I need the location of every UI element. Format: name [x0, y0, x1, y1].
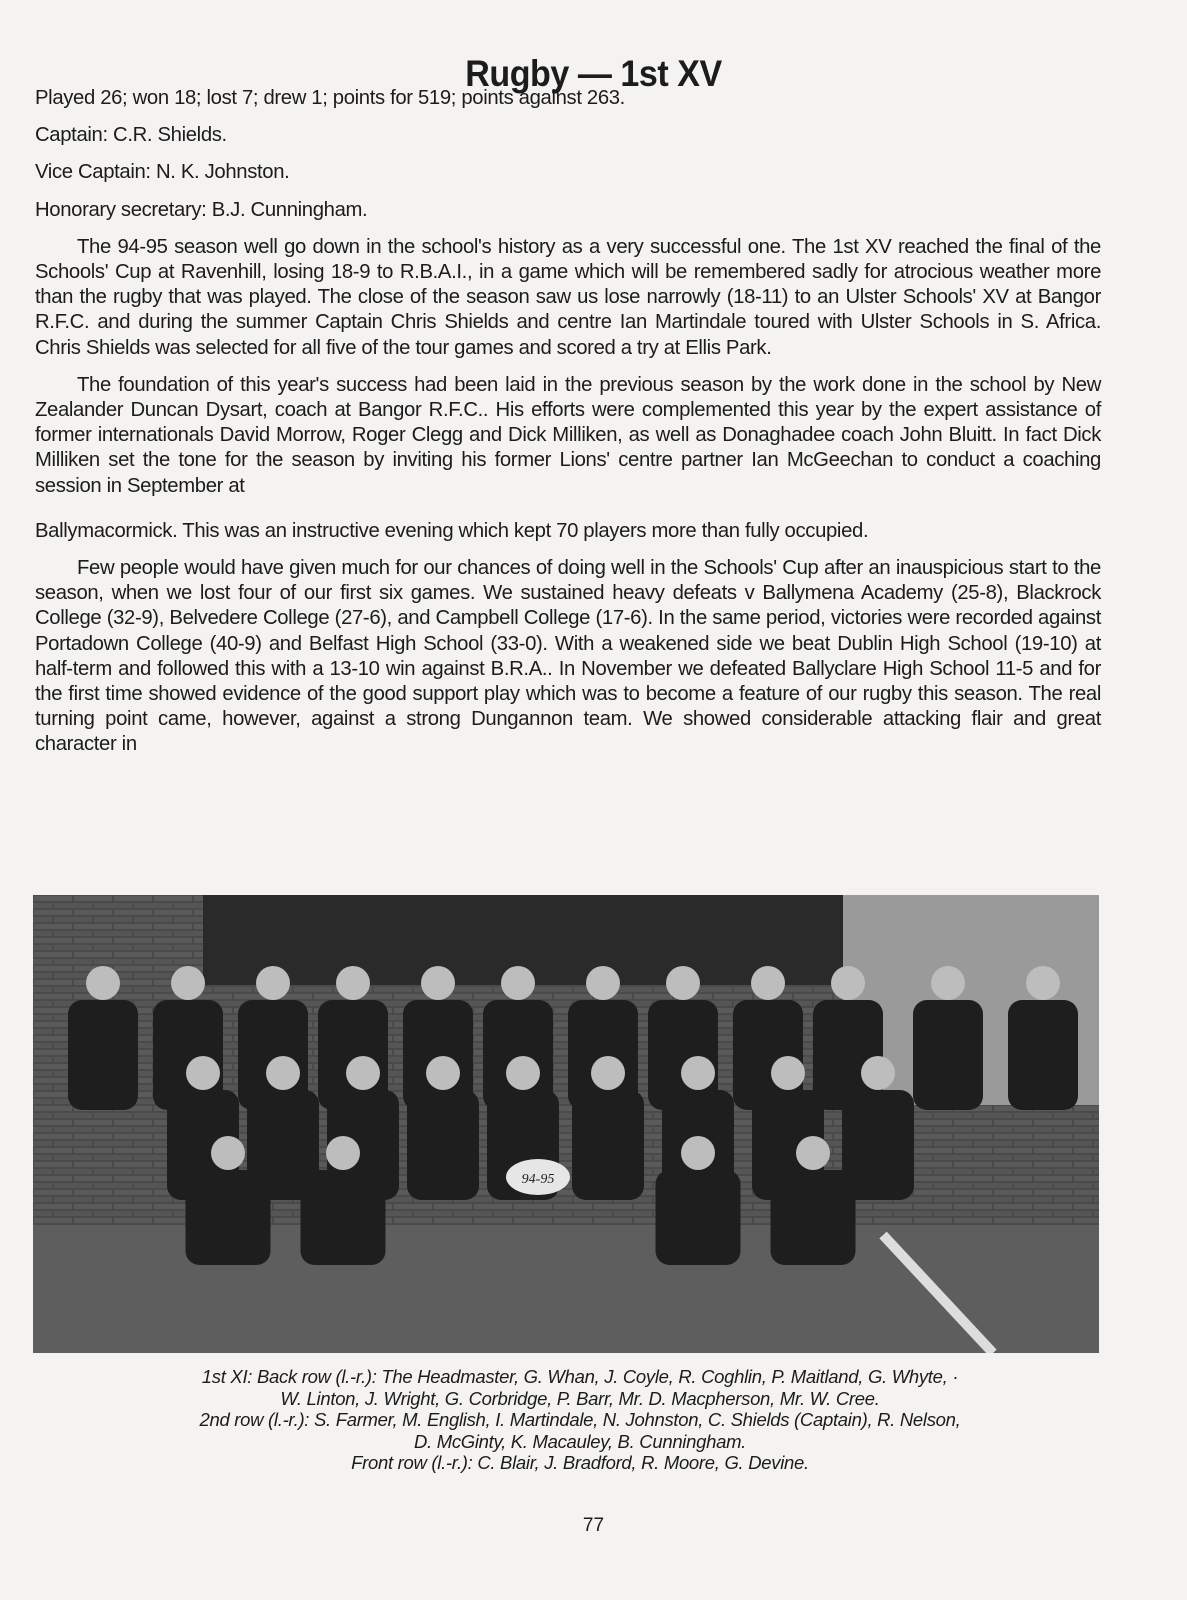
player-head: [796, 1136, 830, 1170]
player-body: [771, 1170, 856, 1265]
paragraph: Ballymacormick. This was an instructive evening which kept 70 players more than fully occupied.: [35, 519, 869, 542]
player-head: [681, 1136, 715, 1170]
player-head: [501, 966, 535, 1000]
article-body: [35, 86, 1101, 770]
player-head: [591, 1056, 625, 1090]
caption-line: 1st XI: Back row (l.-r.): The Headmaster, G. Whan, J. Coyle, R. Coghlin, P. Maitland, G. Whyte, ·: [201, 1366, 959, 1387]
player-head: [506, 1056, 540, 1090]
caption-line: Front row (l.-r.): C. Blair, J. Bradford, R. Moore, G. Devine.: [351, 1452, 809, 1473]
player-head: [336, 966, 370, 1000]
page-title: Rugby — 1st XV: [465, 52, 722, 94]
player-head: [751, 966, 785, 1000]
player-head: [171, 966, 205, 1000]
player-head: [861, 1056, 895, 1090]
paragraph: The foundation of this year's success had been laid in the previous season by the work done in the school by New Zealander Duncan Dysart, coach at Bangor R.F.C.. His efforts were complemented this year by the expert assistance of former internationals David Morrow, Roger Clegg and Dick Milliken, as well as Donaghadee coach John Bluitt. In fact Dick Milliken set the tone for the season by inviting his former Lions' centre partner Ian McGeechan to conduct a coaching session in September at: [35, 373, 1101, 497]
player-head: [186, 1056, 220, 1090]
player-body: [572, 1090, 644, 1200]
season-record: Played 26; won 18; lost 7; drew 1; points for 519; points against 263.: [35, 87, 625, 109]
player-head: [931, 966, 965, 1000]
secretary: Honorary secretary: B.J. Cunningham.: [35, 198, 368, 221]
player-body: [656, 1170, 741, 1265]
player-head: [211, 1136, 245, 1170]
player-head: [256, 966, 290, 1000]
caption-line: D. McGinty, K. Macauley, B. Cunningham.: [413, 1430, 747, 1452]
caption-line: 2nd row (l.-r.): S. Farmer, M. English, I. Martindale, N. Johnston, C. Shields (Captain), R. Nelson,: [199, 1409, 961, 1430]
paragraph: The 94-95 season well go down in the school's history as a very successful one. The 1st XV reached the final of the Schools' Cup at Ravenhill, losing 18-9 to R.B.A.I., in a game which will be remembered sadly for atrocious weather more than the rugby that was played. The close of the season saw us lose narrowly (18-11) to an Ulster Schools' XV at Bangor R.F.C. and during the summer Captain Chris Shields and centre Ian Martindale toured with Ulster Schools in S. Africa. Chris Shields was selected for all five of the tour games and scored a try at Ellis Park.: [35, 235, 1101, 359]
player-head: [681, 1056, 715, 1090]
team-photo-image: [33, 895, 1099, 1353]
player-body: [913, 1000, 983, 1110]
player-head: [86, 966, 120, 1000]
player-head: [421, 966, 455, 1000]
player-head: [831, 966, 865, 1000]
player-body: [407, 1090, 479, 1200]
player-body: [1008, 1000, 1078, 1110]
team-photo: [33, 895, 1099, 1353]
player-body: [186, 1170, 271, 1265]
player-head: [586, 966, 620, 1000]
player-head: [266, 1056, 300, 1090]
player-head: [326, 1136, 360, 1170]
player-head: [1026, 966, 1060, 1000]
page-number: 77: [582, 1515, 605, 1536]
captain: Captain: C.R. Shields.: [35, 124, 227, 147]
photo-caption: [60, 1366, 1100, 1474]
caption-line: W. Linton, J. Wright, G. Corbridge, P. Barr, Mr. D. Macpherson, Mr. W. Cree.: [280, 1387, 880, 1409]
player-body: [68, 1000, 138, 1110]
player-head: [426, 1056, 460, 1090]
rugby-ball-label: 94-95: [521, 1172, 555, 1187]
player-head: [666, 966, 700, 1000]
player-head: [346, 1056, 380, 1090]
vice-captain: Vice Captain: N. K. Johnston.: [35, 161, 290, 184]
paragraph: Few people would have given much for our chances of doing well in the Schools' Cup after an inauspicious start to the season, when we lost four of our first six games. We sustained heavy defeats v Ballymena Academy (25-8), Blackrock College (32-9), Belvedere College (27-6), and Campbell College (17-6). In the same period, victories were recorded against Portadown College (40-9) and Belfast High School (33-0). With a weakened side we beat Dublin High School (19-10) at half-term and followed this with a 13-10 win against B.R.A.. In November we defeated Ballyclare High School 11-5 and for the first time showed evidence of the good support play which was to become a feature of our rugby this season. The real turning point came, however, against a strong Dungannon team. We showed considerable attacking flair and great character in: [35, 557, 1101, 756]
player-head: [771, 1056, 805, 1090]
player-body: [301, 1170, 386, 1265]
